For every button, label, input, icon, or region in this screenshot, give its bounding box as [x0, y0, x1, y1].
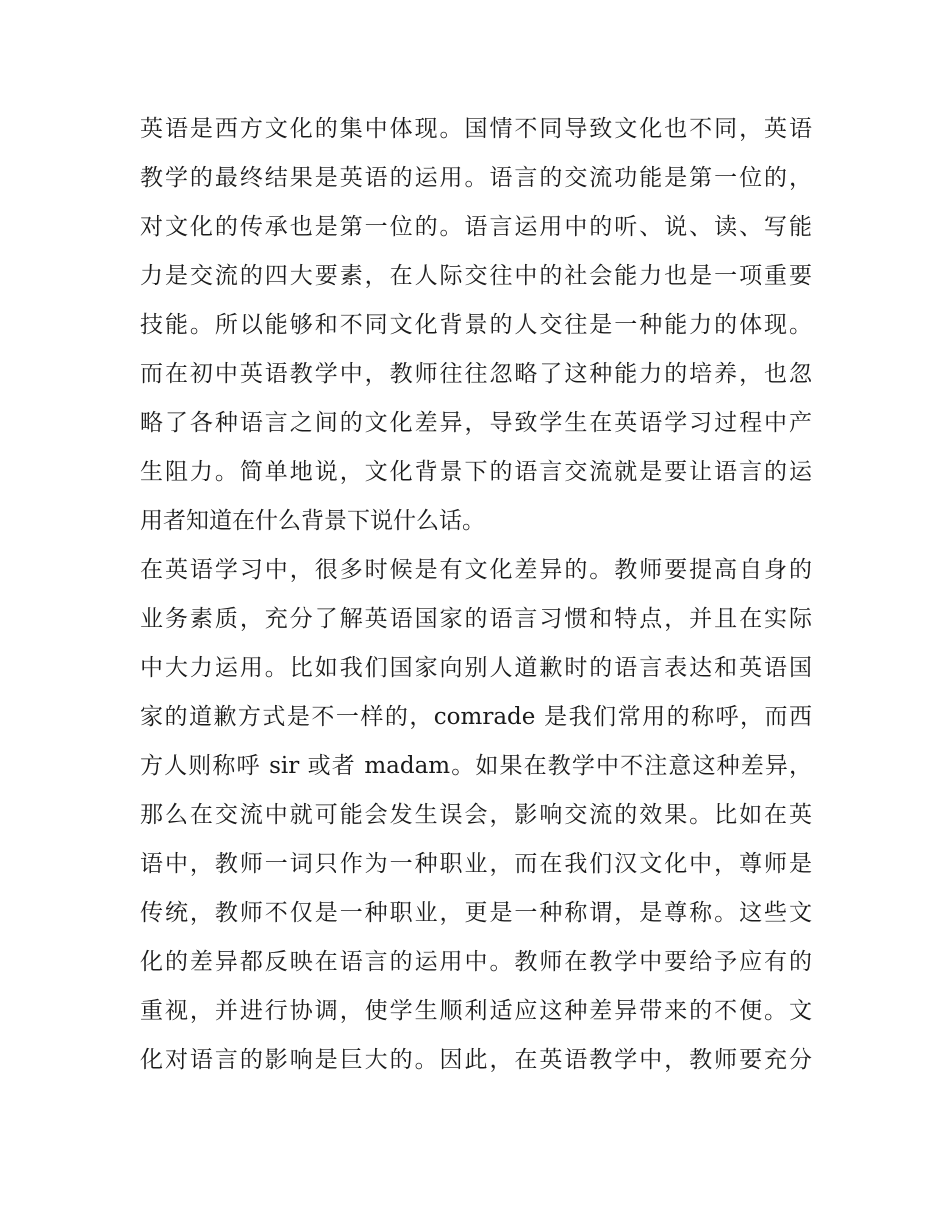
text-line: 业务素质，充分了解英语国家的语言习惯和特点，并且在实际: [140, 606, 812, 632]
text-line: 方人则称呼 sir 或者 madam。如果在教学中不注意这种差异，: [140, 753, 812, 779]
text-line: 对文化的传承也是第一位的。语言运用中的听、说、读、写能: [140, 214, 812, 240]
text-line: 重视，并进行协调，使学生顺利适应这种差异带来的不便。文: [140, 998, 812, 1024]
text-line: 化的差异都反映在语言的运用中。教师在教学中要给予应有的: [140, 949, 812, 975]
text-line: 而在初中英语教学中，教师往往忽略了这种能力的培养，也忽: [140, 361, 812, 387]
text-line: 语中，教师一词只作为一种职业，而在我们汉文化中，尊师是: [140, 851, 812, 877]
text-line: 技能。所以能够和不同文化背景的人交往是一种能力的体现。: [140, 312, 812, 338]
text-line: 传统，教师不仅是一种职业，更是一种称谓，是尊称。这些文: [140, 900, 812, 926]
text-line: 略了各种语言之间的文化差异，导致学生在英语学习过程中产: [140, 410, 812, 436]
text-line: 用者知道在什么背景下说什么话。: [140, 508, 485, 534]
text-line: 生阻力。简单地说，文化背景下的语言交流就是要让语言的运: [140, 459, 812, 485]
text-line: 家的道歉方式是不一样的，comrade 是我们常用的称呼，而西: [140, 704, 812, 730]
text-line: 在英语学习中，很多时候是有文化差异的。教师要提高自身的: [140, 557, 812, 583]
text-line: 中大力运用。比如我们国家向别人道歉时的语言表达和英语国: [140, 655, 812, 681]
text-line: 英语是西方文化的集中体现。国情不同导致文化也不同，英语: [140, 116, 812, 142]
text-line: 教学的最终结果是英语的运用。语言的交流功能是第一位的，: [140, 165, 812, 191]
text-line: 力是交流的四大要素，在人际交往中的社会能力也是一项重要: [140, 263, 812, 289]
text-line: 化对语言的影响是巨大的。因此，在英语教学中，教师要充分: [140, 1047, 812, 1073]
text-line: 那么在交流中就可能会发生误会，影响交流的效果。比如在英: [140, 802, 812, 828]
